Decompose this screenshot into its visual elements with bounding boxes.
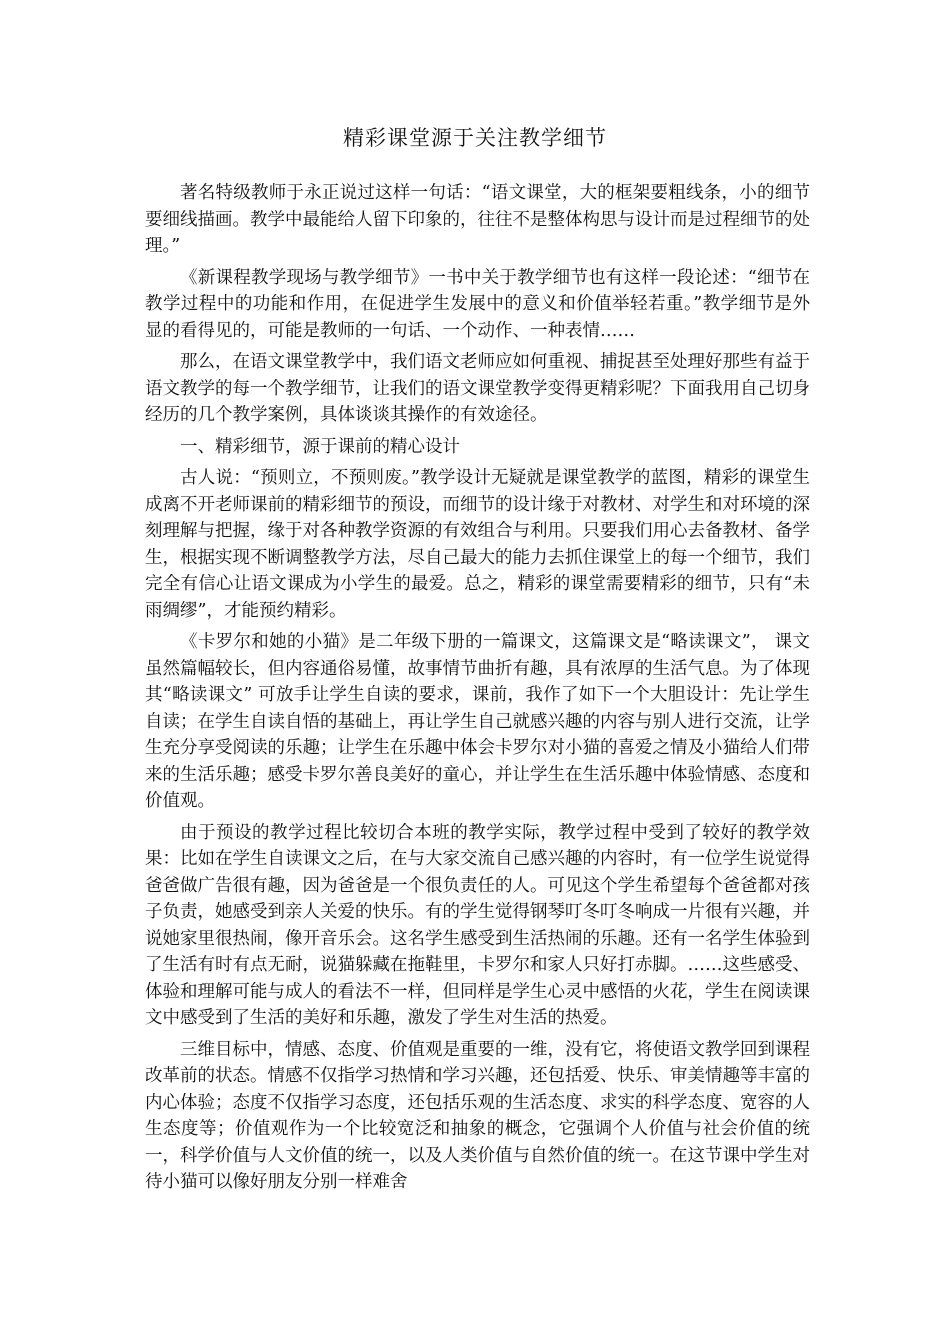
paragraph-preparation: 古人说：“预则立，不预则废。”教学设计无疑就是课堂教学的蓝图，精彩的课堂生成离不开老师课前的精彩细节的预设，而细节的设计缘于对教材、对学生和对环境的深刻理解与把握，缘于对各种教学资源的有效组合与利用。只要我们用心去备教材、备学生，根据实现不断调整教学方法，尽自己最大的能力去抓住课堂上的每一个细节，我们完全有信心让语文课成为小学生的最爱。总之，精彩的课堂需要精彩的细节，只有“未雨绸缪”，才能预约精彩。 [145, 468, 810, 621]
document-title: 精彩课堂源于关注教学细节 [343, 126, 607, 150]
paragraph-teaching-effect: 由于预设的教学过程比较切合本班的教学实际，教学过程中受到了较好的教学效果：比如在学生自读课文之后，在与大家交流自己感兴趣的内容时，有一位学生说觉得爸爸做广告很有趣，因为爸爸是一个很负责任的人。可见这个学生希望每个爸爸都对孩子负责，她感受到亲人关爱的快乐。有的学生觉得钢琴叮冬叮冬响成一片很有兴趣，并说她家里很热闹，像开音乐会。这名学生感受到生活热闹的乐趣。还有一名学生体验到了生活有时有点无耐，说猫躲藏在拖鞋里，卡罗尔和家人只好打赤脚。……这些感受、体验和理解可能与成人的看法不一样，但同样是学生心灵中感悟的火花，学生在阅读课文中感受到了生活的美好和乐趣，激发了学生对生活的热爱。 [145, 822, 810, 1028]
paragraph-introduction: 那么，在语文课堂教学中，我们语文老师应如何重视、捕捉甚至处理好那些有益于语文教学的每一个教学细节，让我们的语文课堂教学变得更精彩呢？下面我用自己切身经历的几个教学案例，具体谈谈其操作的有效途径。 [145, 352, 810, 425]
paragraph-quote-yu-yongzheng: 著名特级教师于永正说过这样一句话：“语文课堂，大的框架要粗线条，小的细节要细线描画。教学中最能给人留下印象的，往往不是整体构思与设计而是过程细节的处理。” [145, 183, 810, 256]
paragraph-book-quote: 《新课程教学现场与教学细节》一书中关于教学细节也有这样一段论述：“细节在教学过程中的功能和作用，在促进学生发展中的意义和价值举轻若重。”教学细节是外显的看得见的，可能是教师的一句话、一个动作、一种表情…… [145, 267, 810, 341]
section-heading-1: 一、精彩细节，源于课前的精心设计 [180, 436, 460, 457]
document-body [145, 180, 810, 1201]
paragraph-three-dimensions: 三维目标中，情感、态度、价值观是重要的一维，没有它，将使语文教学回到课程改革前的状态。情感不仅指学习热情和学习兴趣，还包括爱、快乐、审美情趣等丰富的内心体验；态度不仅指学习态度，还包括乐观的生活态度、求实的科学态度、宽容的人生态度等；价值观作为一个比较宽泛和抽象的概念，它强调个人价值与社会价值的统一，科学价值与人文价值的统一，以及人类价值与自然价值的统一。在这节课中学生对待小猫可以像好朋友分别一样难舍 [145, 1039, 810, 1192]
paragraph-carol-lesson: 《卡罗尔和她的小猫》是二年级下册的一篇课文，这篇课文是“略读课文”， 课文虽然篇幅较长，但内容通俗易懂，故事情节曲折有趣，具有浓厚的生活气息。为了体现其“略读课文” 可放手让学生自读的要求，课前，我作了如下一个大胆设计：先让学生自读；在学生自读自悟的基础上，再让学生自己就感兴趣的内容与别人进行交流，让学生充分享受阅读的乐趣；让学生在乐趣中体会卡罗尔对小猫的喜爱之情及小猫给人们带来的生活乐趣；感受卡罗尔善良美好的童心，并让学生在生活乐趣中体验情感、态度和价值观。 [145, 632, 810, 811]
